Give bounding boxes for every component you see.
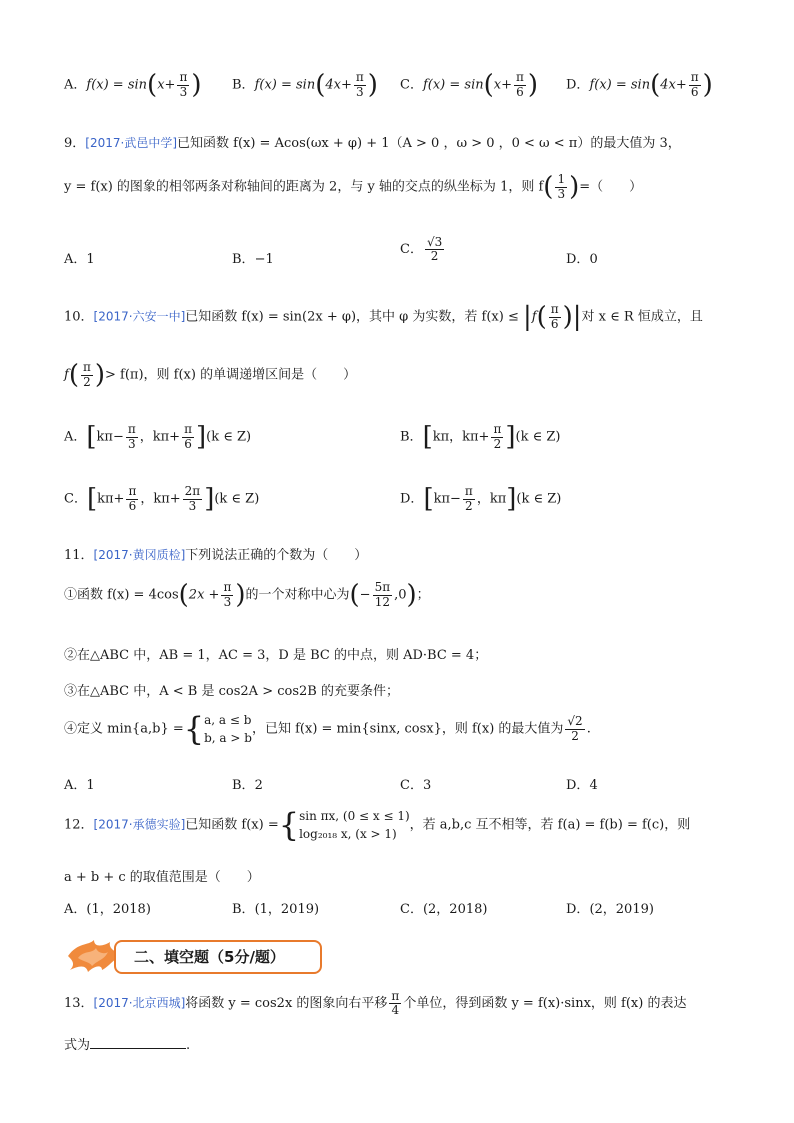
q10-option-a: A．[kπ− $\frac{\pi}{3}$ ，kπ+ $\frac{\pi}{6}$ ](k ∈ Z) [64,422,252,452]
q8-option-b: B．f(x) = sin(4x+ $\frac{\pi}{3}$ ) [232,70,378,100]
q11-statement-1: ①函数 f(x) = 4cos(2x + $\frac{\pi}{3}$ )的一个对称中心为(− $\frac{5\pi}{12}$ ,0)； [64,580,430,610]
q9-source: [2017·武邑中学] [85,136,177,150]
section-title: 二、填空题（5分/题） [134,948,285,966]
q11-statement-3: ③在△ABC 中，A < B 是 cos2A > cos2B 的充要条件； [64,684,399,699]
q11-option-c: C．3 [400,778,432,793]
section-header-fill-in [64,936,324,976]
q12-source: [2017·承德实验] [93,817,186,832]
q9-line2: y = f(x) 的图象的相邻两条对称轴间的距离为 2，与 y 轴的交点的纵坐标为 1，则 f( $\frac{1}{3}$ )=（ ） [64,172,643,202]
q10-option-d: D．[kπ− $\frac{\pi}{2}$ ，kπ](k ∈ Z) [400,484,562,514]
q10-option-b: B．[kπ，kπ+ $\frac{\pi}{2}$ ](k ∈ Z) [400,422,561,452]
q13-line1: 13．[2017·北京西城]将函数 y = cos2x 的图象向右平移 $\frac{\pi}{4}$ 个单位，得到函数 y = f(x)·sinx，则 f(x) 的表达 [64,989,687,1018]
q9-option-a: A．1 [64,252,95,267]
q9-option-c: C． $\frac{√3}{2}$ [400,235,443,264]
q10-line1: 10．[2017·六安一中]已知函数 f(x) = sin(2x + φ)，其中 φ 为实数，若 f(x) ≤ |f( $\frac{\pi}{6}$ )|对 x ∈ R 恒成立，且 [64,302,703,332]
q11-stem: 11．[2017·黄冈质检]下列说法正确的个数为（ ） [64,548,368,563]
q11-option-d: D．4 [566,778,598,793]
q11-statement-2: ②在△ABC 中，AB = 1，AC = 3，D 是 BC 的中点，则 AD·BC = 4； [64,648,488,663]
q12-line2: a + b + c 的取值范围是（ ） [64,870,260,885]
q8-option-a: A．f(x) = sin(x+ $\frac{\pi}{3}$ ) [64,70,202,100]
q8-option-c: C．f(x) = sin(x+ $\frac{\pi}{6}$ ) [400,70,539,100]
q12-option-c: C．(2，2018) [400,902,488,917]
q11-source: [2017·黄冈质检] [93,548,186,562]
q13-line2: 式为 . [64,1038,191,1053]
q13-source: [2017·北京西城] [93,996,186,1011]
q8-option-d: D．f(x) = sin(4x+ $\frac{\pi}{6}$ ) [566,70,713,100]
q10-source: [2017·六安一中] [93,309,186,324]
q9-option-b: B．−1 [232,252,274,267]
q11-option-a: A．1 [64,778,95,793]
q10-option-c: C．[kπ+ $\frac{\pi}{6}$ ，kπ+ $\frac{2\pi}{3}$ ](k ∈ Z) [64,484,260,514]
q12-option-b: B．(1，2019) [232,902,320,917]
q10-line2: f( $\frac{\pi}{2}$ )> f(π)，则 f(x) 的单调递增区间是（ ） [64,360,357,390]
answer-blank[interactable] [90,1048,186,1049]
q12-option-d: D．(2，2019) [566,902,654,917]
q12-option-a: A．(1，2018) [64,902,151,917]
q12-line1: 12．[2017·承德实验]已知函数 f(x) ={ sin πx, (0 ≤ x ≤ 1) log₂₀₁₈ x, (x > 1) ，若 a,b,c 互不相等，若 f(a) = f(b) = f(c)，则 [64,806,691,844]
q11-statement-4: ④定义 min{a,b} ={ a, a ≤ b b, a > b ，已知 f(x) = min{sinx, cosx}，则 f(x) 的最大值为 $\frac{√2}{2}$ . [64,710,591,748]
q11-option-b: B．2 [232,778,263,793]
q9-option-d: D．0 [566,252,598,267]
q9-line1: 9．[2017·武邑中学]已知函数 f(x) = Acos(ωx + φ) + 1（A > 0 ，ω > 0 ，0 < ω < π）的最大值为 3， [64,136,681,151]
